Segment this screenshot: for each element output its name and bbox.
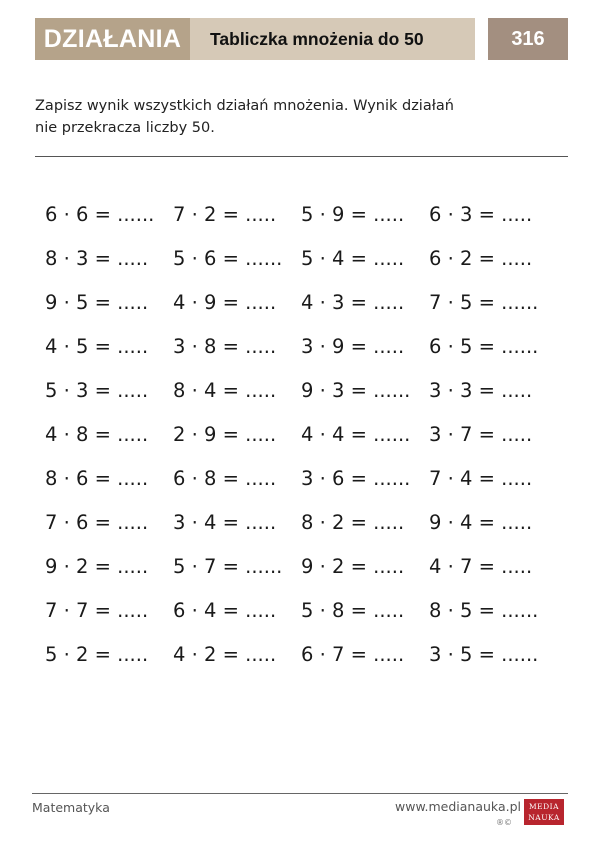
exercise-item: 3 · 9 = ..... [301, 335, 405, 358]
exercise-item: 7 · 7 = ..... [45, 599, 149, 622]
exercise-grid [45, 193, 557, 677]
exercise-item: 5 · 6 = ...... [173, 247, 283, 270]
exercise-item: 6 · 8 = ..... [173, 467, 277, 490]
instructions-line-1: Zapisz wynik wszystkich działań mnożenia. Wynik działań [35, 98, 454, 114]
instructions [35, 95, 535, 139]
exercise-item: 8 · 4 = ..... [173, 379, 277, 402]
exercise-item: 5 · 4 = ..... [301, 247, 405, 270]
exercise-item: 7 · 2 = ..... [173, 203, 277, 226]
exercise-item: 4 · 7 = ..... [429, 555, 533, 578]
category-label: DZIAŁANIA [35, 18, 190, 60]
exercise-item: 5 · 8 = ..... [301, 599, 405, 622]
exercise-item: 8 · 3 = ..... [45, 247, 149, 270]
exercise-item: 7 · 6 = ..... [45, 511, 149, 534]
page-number: 316 [488, 18, 568, 60]
exercise-item: 3 · 6 = ...... [301, 467, 411, 490]
exercise-item: 5 · 9 = ..... [301, 203, 405, 226]
top-divider [35, 156, 568, 157]
footer-divider [32, 793, 568, 794]
worksheet-title: Tabliczka mnożenia do 50 [210, 29, 424, 49]
exercise-item: 7 · 4 = ..... [429, 467, 533, 490]
exercise-item: 9 · 4 = ..... [429, 511, 533, 534]
exercise-item: 8 · 2 = ..... [301, 511, 405, 534]
exercise-item: 9 · 3 = ...... [301, 379, 411, 402]
exercise-item: 7 · 5 = ...... [429, 291, 539, 314]
exercise-item: 6 · 4 = ..... [173, 599, 277, 622]
exercise-item: 3 · 3 = ..... [429, 379, 533, 402]
logo-line-1: MEDIA [528, 802, 560, 811]
exercise-item: 6 · 6 = ...... [45, 203, 155, 226]
exercise-item: 4 · 9 = ..... [173, 291, 277, 314]
medianauka-logo [524, 799, 564, 825]
exercise-item: 6 · 2 = ..... [429, 247, 533, 270]
exercise-item: 5 · 3 = ..... [45, 379, 149, 402]
exercise-item: 8 · 5 = ...... [429, 599, 539, 622]
exercise-item: 3 · 8 = ..... [173, 335, 277, 358]
exercise-item: 9 · 2 = ..... [301, 555, 405, 578]
exercise-item: 2 · 9 = ..... [173, 423, 277, 446]
exercise-item: 9 · 5 = ..... [45, 291, 149, 314]
exercise-item: 3 · 4 = ..... [173, 511, 277, 534]
copyright-marks: ®© [496, 818, 512, 827]
exercise-item: 5 · 7 = ...... [173, 555, 283, 578]
exercise-item: 6 · 7 = ..... [301, 643, 405, 666]
exercise-item: 3 · 7 = ..... [429, 423, 533, 446]
exercise-item: 4 · 2 = ..... [173, 643, 277, 666]
exercise-item: 4 · 4 = ...... [301, 423, 411, 446]
exercise-item: 8 · 6 = ..... [45, 467, 149, 490]
exercise-item: 6 · 5 = ...... [429, 335, 539, 358]
exercise-item: 5 · 2 = ..... [45, 643, 149, 666]
exercise-item: 3 · 5 = ...... [429, 643, 539, 666]
exercise-item: 4 · 3 = ..... [301, 291, 405, 314]
exercise-item: 9 · 2 = ..... [45, 555, 149, 578]
subject-label: Matematyka [32, 800, 110, 815]
exercise-item: 4 · 5 = ..... [45, 335, 149, 358]
exercise-item: 4 · 8 = ..... [45, 423, 149, 446]
exercise-item: 6 · 3 = ..... [429, 203, 533, 226]
website-link[interactable]: www.medianauka.pl [395, 799, 521, 814]
logo-line-2: NAUKA [528, 813, 560, 822]
instructions-line-2: nie przekracza liczby 50. [35, 120, 215, 136]
